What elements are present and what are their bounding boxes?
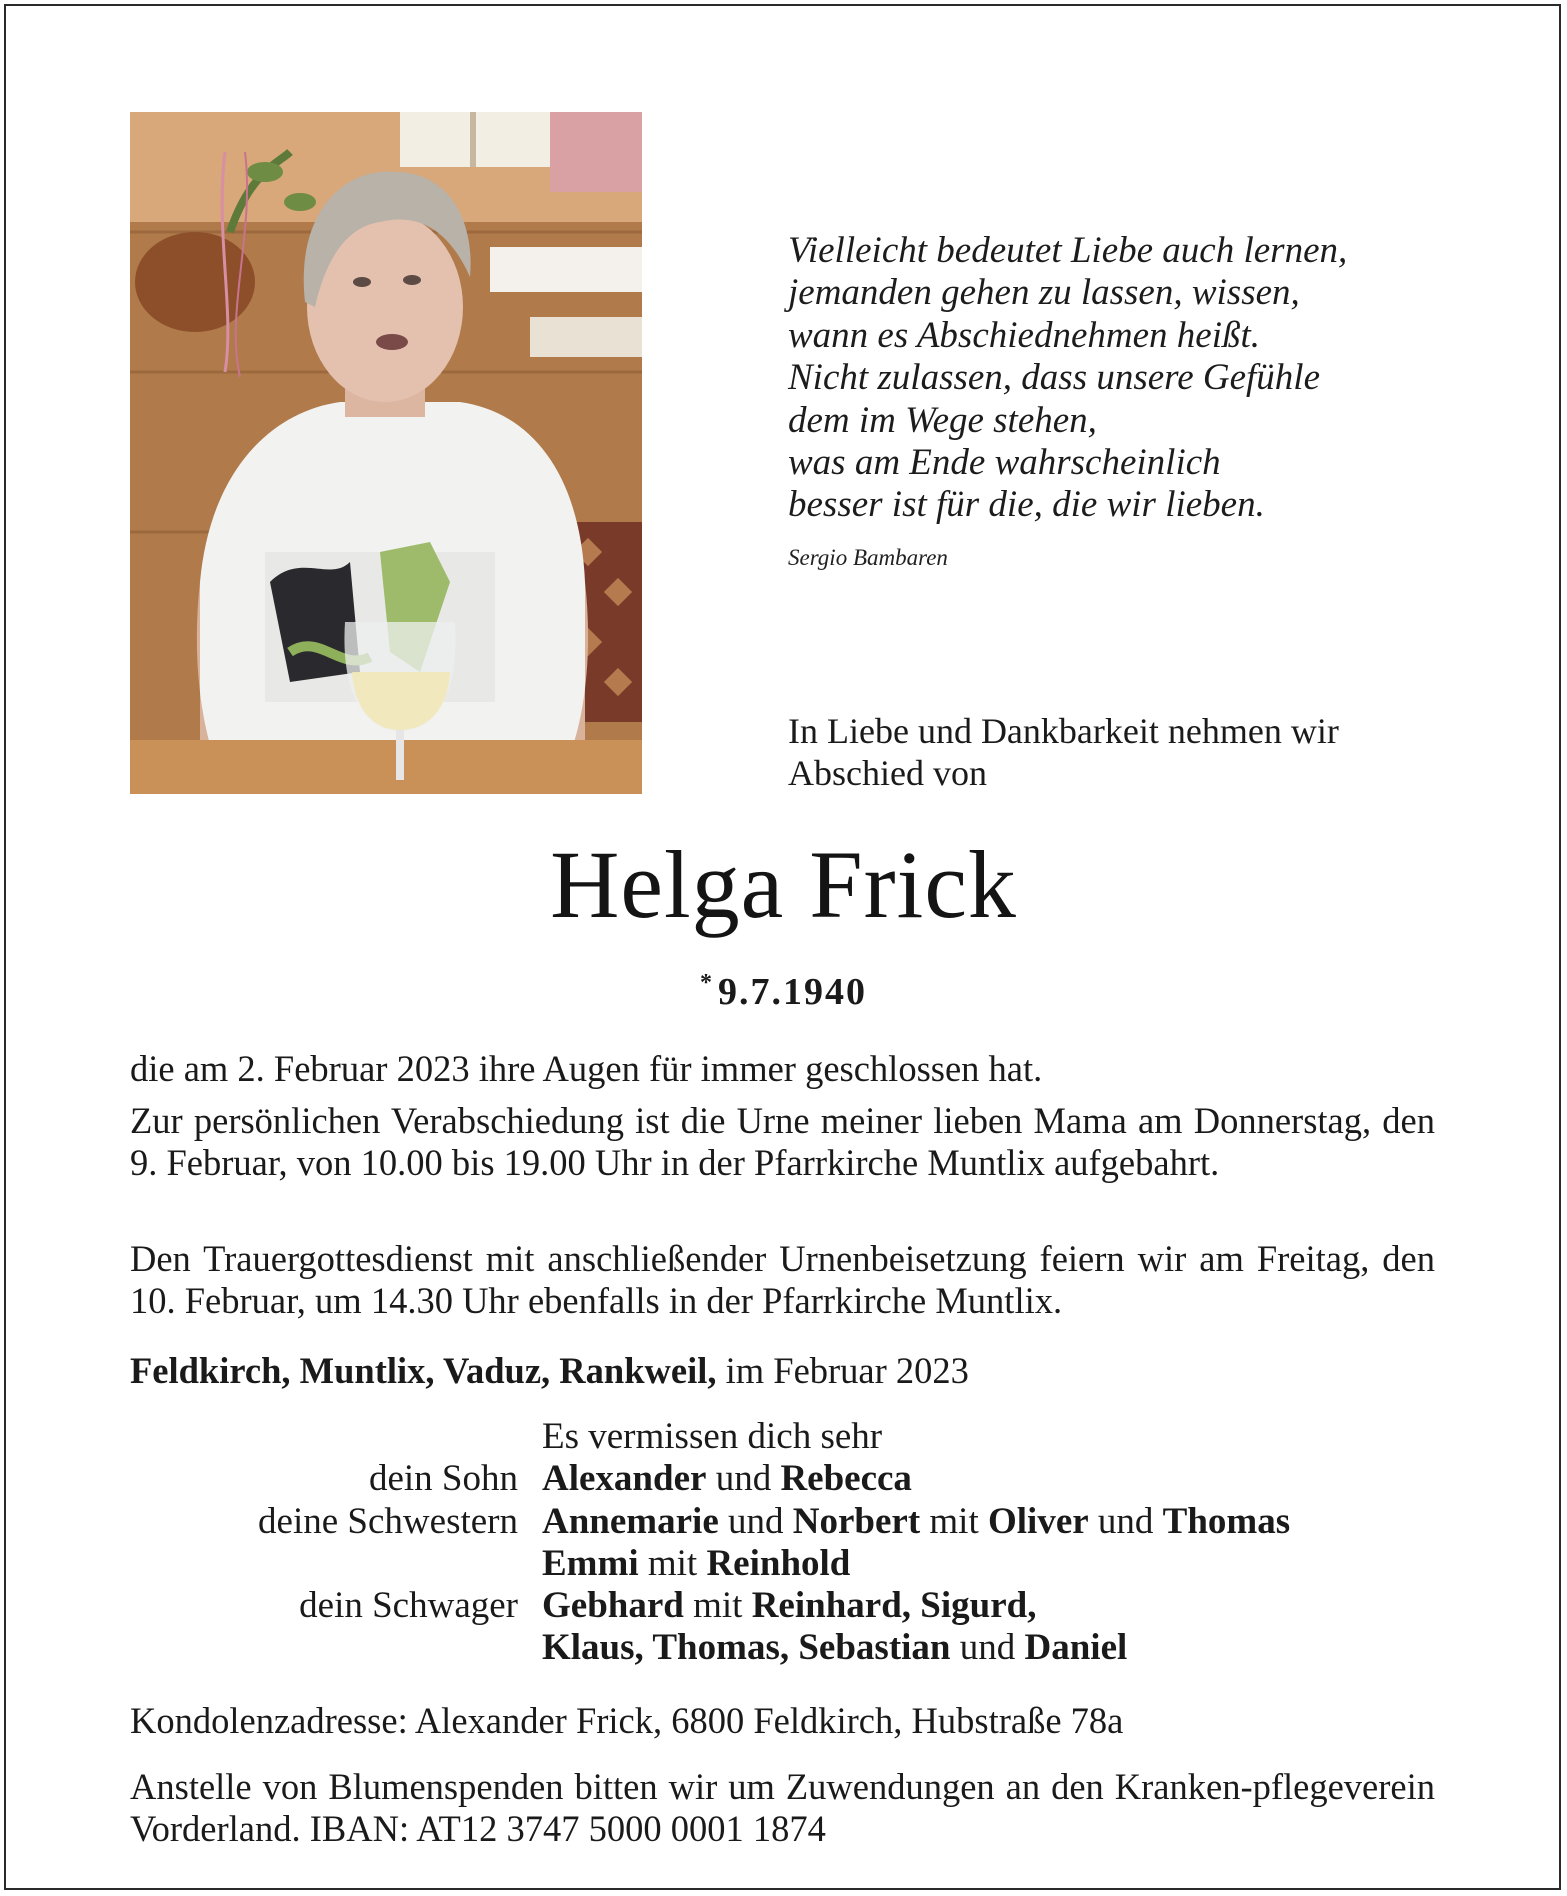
relation-label: dein Sohn	[368, 1458, 518, 1500]
quote-line: Nicht zulassen, dass unsere Gefühle	[788, 357, 1321, 399]
relation-label: dein Schwager	[299, 1585, 518, 1627]
birth-date: 9.7.1940	[718, 971, 867, 1013]
quote-line: Vielleicht bedeutet Liebe auch lernen,	[788, 230, 1348, 271]
deceased-name: Helga Frick	[550, 831, 1017, 938]
family-heading-row	[130, 1416, 1460, 1458]
intro-line: Abschied von	[788, 753, 987, 793]
family-row-sisters: deine Schwestern Annemarie und Norbert mit Oliver und Thomas	[130, 1501, 1460, 1543]
family-heading: Es vermissen dich sehr	[542, 1416, 883, 1457]
service-paragraph: Den Trauergottesdienst mit anschließender Urnenbeisetzung feiern wir am Freitag, den 10. Februar, um 14.30 Uhr ebenfalls in der Pfarrkirche Muntlix.	[130, 1238, 1435, 1321]
place-date: im Februar 2023	[716, 1350, 969, 1391]
donation-note: Anstelle von Blumenspenden bitten wir um Zuwendungen an den Kranken-pflegeverein Vorderland. IBAN: AT12 3747 5000 0001 1874	[130, 1766, 1435, 1849]
death-notice-paragraph: die am 2. Februar 2023 ihre Augen für immer geschlossen hat.	[130, 1048, 1043, 1089]
birth-date-line	[0, 970, 1567, 1014]
quote-line: besser ist für die, die wir lieben.	[788, 484, 1265, 526]
farewell-paragraph: Zur persönlichen Verabschiedung ist die Urne meiner lieben Mama am Donnerstag, den 9. Februar, von 10.00 bis 19.00 Uhr in der Pfarrkirche Muntlix aufgebahrt.	[130, 1100, 1435, 1183]
birth-symbol: *	[700, 970, 714, 996]
family-row-brother-in-law: dein Schwager Gebhard mit Reinhard, Sigurd,	[130, 1585, 1460, 1627]
places: Feldkirch, Muntlix, Vaduz, Rankweil,	[130, 1350, 717, 1391]
quote-line: dem im Wege stehen,	[788, 399, 1097, 441]
place-date-line	[130, 1350, 1435, 1392]
condolence-address: Kondolenzadresse: Alexander Frick, 6800 Feldkirch, Hubstraße 78a	[130, 1700, 1124, 1741]
portrait-photo	[130, 112, 642, 794]
memorial-quote	[788, 230, 1468, 527]
family-list	[130, 1416, 1460, 1670]
quote-author: Sergio Bambaren	[788, 545, 948, 570]
quote-line: was am Ende wahrscheinlich	[788, 442, 1221, 484]
family-row-brother-in-law-cont: Klaus, Thomas, Sebastian und Daniel	[542, 1627, 1128, 1669]
relation-label: deine Schwestern	[258, 1500, 518, 1542]
quote-line: wann es Abschiednehmen heißt.	[788, 314, 1261, 356]
intro-line: In Liebe und Dankbarkeit nehmen wir	[788, 711, 1339, 751]
family-row-sister2: Emmi mit Reinhold	[542, 1542, 851, 1584]
intro-text	[788, 710, 1488, 794]
family-row-son: dein Sohn Alexander und Rebecca	[130, 1458, 1460, 1500]
quote-line: jemanden gehen zu lassen, wissen,	[788, 272, 1300, 314]
